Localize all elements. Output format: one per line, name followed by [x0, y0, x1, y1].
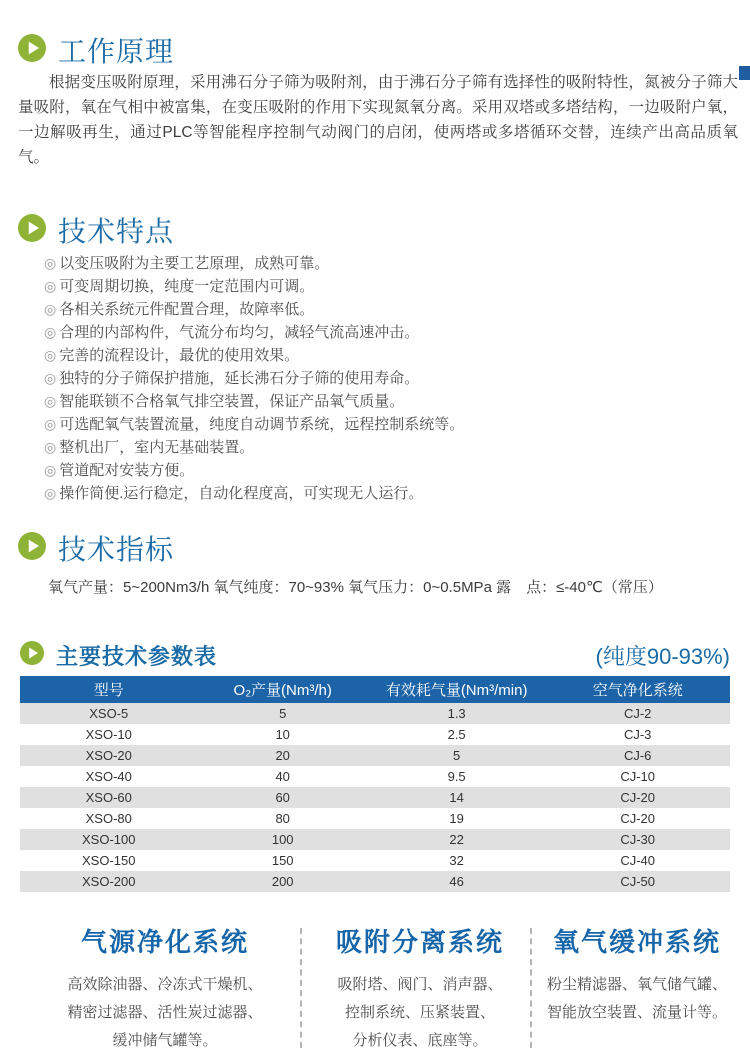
cell-o2-output: 10 — [275, 727, 290, 742]
cell-o2-output: 200 — [271, 874, 294, 889]
table-row — [20, 745, 730, 766]
features-list — [44, 252, 464, 505]
section-header-parameters — [20, 640, 217, 671]
dashed-divider — [300, 928, 302, 1048]
section-title-parameters: 主要技术参数表 — [56, 644, 218, 669]
section-header-principle — [18, 30, 174, 70]
cell-air-consumption: 46 — [449, 874, 464, 889]
ring-bullet-icon: ◎ — [44, 347, 57, 363]
section-title-features: 技术特点 — [58, 216, 175, 247]
feature-item-text: 管道配对安装方便。 — [59, 462, 195, 479]
column-header-model: 型号 — [20, 676, 198, 703]
cell-air-consumption: 22 — [449, 832, 464, 847]
cell-model: XSO-10 — [85, 727, 132, 742]
footer-column-oxygen-buffer — [528, 922, 746, 1027]
cell-purification-system: CJ-3 — [623, 727, 652, 742]
cell-model: XSO-40 — [85, 769, 132, 784]
cell-model: XSO-200 — [82, 874, 136, 889]
footer-line: 精密过滤器、活性炭过滤器、 — [67, 1004, 263, 1021]
cell-purification-system: CJ-6 — [623, 748, 652, 763]
cell-air-consumption: 1.3 — [447, 706, 466, 721]
cell-o2-output: 150 — [271, 853, 294, 868]
footer-column-lines — [528, 971, 746, 1027]
section-header-indicators — [18, 528, 174, 568]
header-row — [20, 676, 730, 703]
cell-air-consumption: 5 — [453, 748, 461, 763]
ring-bullet-icon: ◎ — [44, 439, 57, 455]
ring-bullet-icon: ◎ — [44, 324, 57, 340]
cell-air-consumption: 9.5 — [447, 769, 466, 784]
section-title-indicators: 技术指标 — [58, 534, 175, 565]
ring-bullet-icon: ◎ — [44, 485, 57, 501]
feature-item — [44, 321, 464, 344]
table-row — [20, 787, 730, 808]
footer-line: 粉尘精滤器、氧气储气罐、 — [546, 976, 727, 993]
feature-item-text: 完善的流程设计，最优的使用效果。 — [59, 347, 300, 364]
footer-line: 吸附塔、阀门、消声器、 — [337, 976, 503, 993]
cell-o2-output: 60 — [275, 790, 290, 805]
feature-item-text: 智能联锁不合格氧气排空装置，保证产品氧气质量。 — [59, 393, 405, 410]
column-header-air-consumption: 有效耗气量(Nm³/min) — [368, 676, 546, 703]
feature-item — [44, 482, 464, 505]
parameters-table-head — [20, 676, 730, 703]
footer-line: 分析仪表、底座等。 — [352, 1032, 488, 1049]
footer-column-lines — [30, 971, 300, 1055]
cell-air-consumption: 32 — [449, 853, 464, 868]
feature-item-text: 以变压吸附为主要工艺原理，成熟可靠。 — [59, 255, 330, 272]
cell-purification-system: CJ-20 — [620, 811, 656, 826]
feature-item — [44, 344, 464, 367]
feature-item-text: 各相关系统元件配置合理，故障率低。 — [59, 301, 315, 318]
parameters-table — [20, 676, 730, 892]
table-row — [20, 766, 730, 787]
cell-model: XSO-80 — [85, 811, 132, 826]
feature-item — [44, 298, 464, 321]
feature-item-text: 可变周期切换，纯度一定范围内可调。 — [59, 278, 315, 295]
principle-paragraph: 根据变压吸附原理，采用沸石分子筛为吸附剂，由于沸石分子筛有选择性的吸附特性，氮被分子筛大量吸附，氧在气相中被富集，在变压吸附的作用下实现氮氧分离。采用双塔或多塔结构，一边吸附户氧，一边解吸再生，通过PLC等智能程序控制气动阀门的启闭，使两塔或多塔循环交替，连续产出高品质氧气。 — [18, 74, 738, 166]
ring-bullet-icon: ◎ — [44, 462, 57, 478]
cell-o2-output: 20 — [275, 748, 290, 763]
ring-bullet-icon: ◎ — [44, 416, 57, 432]
table-row — [20, 724, 730, 745]
column-header-o2-output: O₂产量(Nm³/h) — [198, 676, 368, 703]
cell-purification-system: CJ-30 — [620, 832, 656, 847]
feature-item-text: 整机出厂，室内无基础装置。 — [59, 439, 255, 456]
table-row — [20, 850, 730, 871]
cell-model: XSO-150 — [82, 853, 136, 868]
play-circle-icon — [18, 532, 46, 565]
footer-column-title: 吸附分离系统 — [335, 927, 504, 957]
table-row — [20, 871, 730, 892]
cell-model: XSO-100 — [82, 832, 136, 847]
feature-item-text: 操作简便.运行稳定，自动化程度高，可实现无人运行。 — [59, 485, 424, 502]
table-row — [20, 703, 730, 724]
footer-line: 缓冲储气罐等。 — [112, 1032, 218, 1049]
feature-item — [44, 252, 464, 275]
cell-o2-output: 100 — [271, 832, 294, 847]
footer-column-lines — [305, 971, 535, 1055]
ring-bullet-icon: ◎ — [44, 278, 57, 294]
feature-item-text: 可选配氧气装置流量，纯度自动调节系统，远程控制系统等。 — [59, 416, 465, 433]
cell-model: XSO-5 — [89, 706, 129, 721]
footer-column-title: 气源净化系统 — [80, 927, 249, 957]
feature-item — [44, 275, 464, 298]
indicators-text: 氧气产量：5~200Nm3/h 氧气纯度：70~93% 氧气压力：0~0.5MPa 露 点：≤-40℃（常压） — [48, 579, 663, 596]
cell-purification-system: CJ-20 — [620, 790, 656, 805]
table-row — [20, 808, 730, 829]
footer-column-title: 氧气缓冲系统 — [552, 927, 721, 957]
feature-item — [44, 436, 464, 459]
parameters-table-body — [20, 703, 730, 892]
ring-bullet-icon: ◎ — [44, 370, 57, 386]
feature-item-text: 合理的内部构件，气流分布均匀，减轻气流高速冲击。 — [59, 324, 420, 341]
footer-column-air-purification — [30, 922, 300, 1055]
cell-purification-system: CJ-40 — [620, 853, 656, 868]
cell-o2-output: 5 — [279, 706, 287, 721]
column-header-purification-system: 空气净化系统 — [545, 676, 730, 703]
feature-item — [44, 413, 464, 436]
table-row — [20, 829, 730, 850]
play-circle-icon — [20, 641, 44, 670]
cell-o2-output: 40 — [275, 769, 290, 784]
cell-model: XSO-60 — [85, 790, 132, 805]
cell-purification-system: CJ-50 — [620, 874, 656, 889]
feature-item — [44, 459, 464, 482]
footer-line: 控制系统、压紧装置、 — [344, 1004, 495, 1021]
ring-bullet-icon: ◎ — [44, 255, 57, 271]
page-edge-marker — [739, 66, 750, 80]
feature-item — [44, 390, 464, 413]
ring-bullet-icon: ◎ — [44, 393, 57, 409]
footer-column-adsorption-separation — [305, 922, 535, 1055]
play-circle-icon — [18, 214, 46, 247]
cell-air-consumption: 2.5 — [447, 727, 466, 742]
cell-model: XSO-20 — [85, 748, 132, 763]
feature-item-text: 独特的分子筛保护措施，延长沸石分子筛的使用寿命。 — [59, 370, 420, 387]
cell-purification-system: CJ-2 — [623, 706, 652, 721]
section-header-features — [18, 210, 174, 250]
footer-line: 高效除油器、冷冻式干燥机、 — [67, 976, 263, 993]
cell-o2-output: 80 — [275, 811, 290, 826]
feature-item — [44, 367, 464, 390]
cell-purification-system: CJ-10 — [620, 769, 656, 784]
ring-bullet-icon: ◎ — [44, 301, 57, 317]
play-circle-icon — [18, 34, 46, 67]
cell-air-consumption: 14 — [449, 790, 464, 805]
cell-air-consumption: 19 — [449, 811, 464, 826]
footer-line: 智能放空装置、流量计等。 — [546, 1004, 727, 1021]
section-title-principle: 工作原理 — [58, 36, 175, 67]
purity-label: (纯度90-93%) — [595, 644, 730, 669]
